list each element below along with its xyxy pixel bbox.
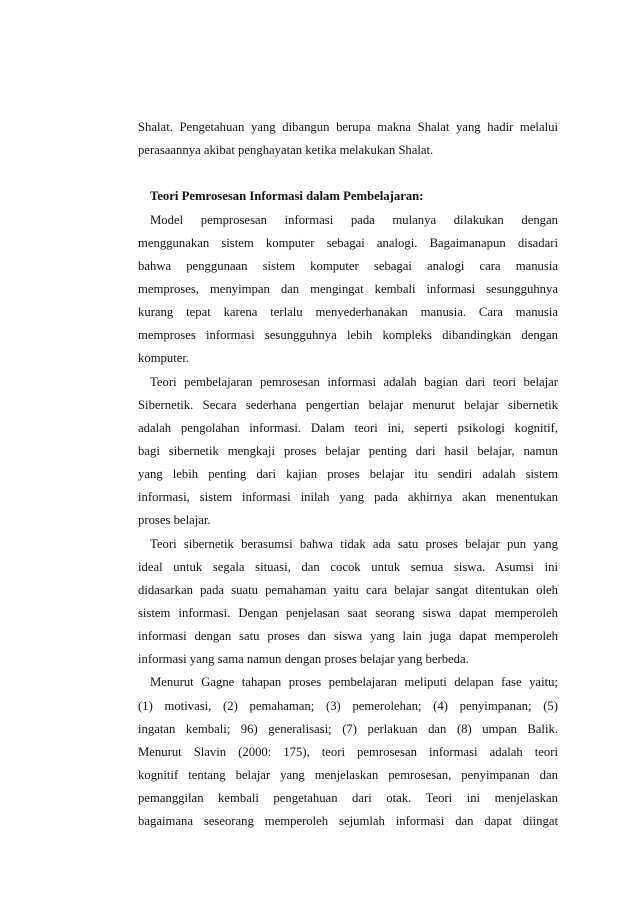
- text-line: bagi sibernetik mengkaji proses belajar penting dari hasil belajar, namun: [138, 443, 558, 458]
- paragraph-model: [138, 209, 558, 371]
- text-line: perasaannya akibat penghayatan ketika melakukan Shalat.: [138, 143, 434, 158]
- text-line: Teori pembelajaran pemrosesan informasi adalah bagian dari teori belajar: [150, 374, 558, 389]
- text-line: ingatan kembali; 96) generalisasi; (7) perlakuan dan (8) umpan Balik.: [138, 721, 558, 736]
- paragraph-asumsi: [138, 533, 558, 672]
- document-page: [138, 116, 558, 833]
- text-line: sistem informasi. Dengan penjelasan saat seorang siswa dapat memperoleh: [138, 605, 558, 620]
- text-line: didasarkan pada suatu pemahaman yaitu cara belajar sangat ditentukan oleh: [138, 582, 558, 597]
- text-line: adalah pengolahan informasi. Dalam teori ini, seperti psikologi kognitif,: [138, 420, 558, 435]
- text-line: yang lebih penting dari kajian proses belajar itu sendiri adalah sistem: [138, 467, 558, 482]
- text-line: Model pemprosesan informasi pada mulanya dilakukan dengan: [150, 212, 558, 227]
- text-line: Teori sibernetik berasumsi bahwa tidak ada satu proses belajar pun yang: [150, 536, 558, 551]
- section-heading: Teori Pemrosesan Informasi dalam Pembelajaran:: [150, 189, 424, 204]
- text-line: kurang tepat karena terlalu menyederhanakan manusia. Cara manusia: [138, 305, 558, 320]
- paragraph-sibernetik: [138, 371, 558, 533]
- text-line: ideal untuk segala situasi, dan cocok untuk semua siswa. Asumsi ini: [138, 559, 558, 574]
- text-line: proses belajar.: [138, 513, 211, 528]
- text-line: Shalat. Pengetahuan yang dibangun berupa makna Shalat yang hadir melalui: [138, 120, 558, 134]
- text-line: informasi, sistem informasi inilah yang pada akhirnya akan menentukan: [138, 490, 558, 505]
- text-line: memproses informasi sesungguhnya lebih kompleks dibandingkan dengan: [138, 328, 558, 343]
- text-line: informasi dengan satu proses dan siswa yang lain juga dapat memperoleh: [138, 629, 558, 644]
- paragraph-gap: [138, 162, 558, 185]
- text-line: memproses, menyimpan dan mengingat kembali informasi sesungguhnya: [138, 281, 558, 296]
- text-line: Menurut Slavin (2000: 175), teori pemrosesan informasi adalah teori: [138, 744, 558, 759]
- text-line: pemanggilan kembali pengetahuan dari otak. Teori ini menjelaskan: [138, 791, 558, 806]
- text-line: (1) motivasi, (2) pemahaman; (3) pemerolehan; (4) penyimpanan; (5): [138, 698, 558, 713]
- text-line: Menurut Gagne tahapan proses pembelajaran meliputi delapan fase yaitu;: [150, 675, 558, 690]
- paragraph-gagne: [138, 671, 558, 833]
- text-line: kognitif tentang belajar yang menjelaskan pemrosesan, penyimpanan dan: [138, 767, 558, 782]
- text-line: informasi yang sama namun dengan proses belajar yang berbeda.: [138, 652, 469, 667]
- intro-paragraph: [138, 116, 558, 162]
- text-line: Sibernetik. Secara sederhana pengertian belajar menurut belajar sibernetik: [138, 397, 558, 412]
- text-line: bahwa penggunaan sistem komputer sebagai analogi cara manusia: [138, 258, 558, 273]
- text-line: bagaimana seseorang memperoleh sejumlah informasi dan dapat diingat: [138, 814, 558, 829]
- text-line: komputer.: [138, 351, 190, 366]
- text-line: menggunakan sistem komputer sebagai analogi. Bagaimanapun disadari: [138, 235, 558, 250]
